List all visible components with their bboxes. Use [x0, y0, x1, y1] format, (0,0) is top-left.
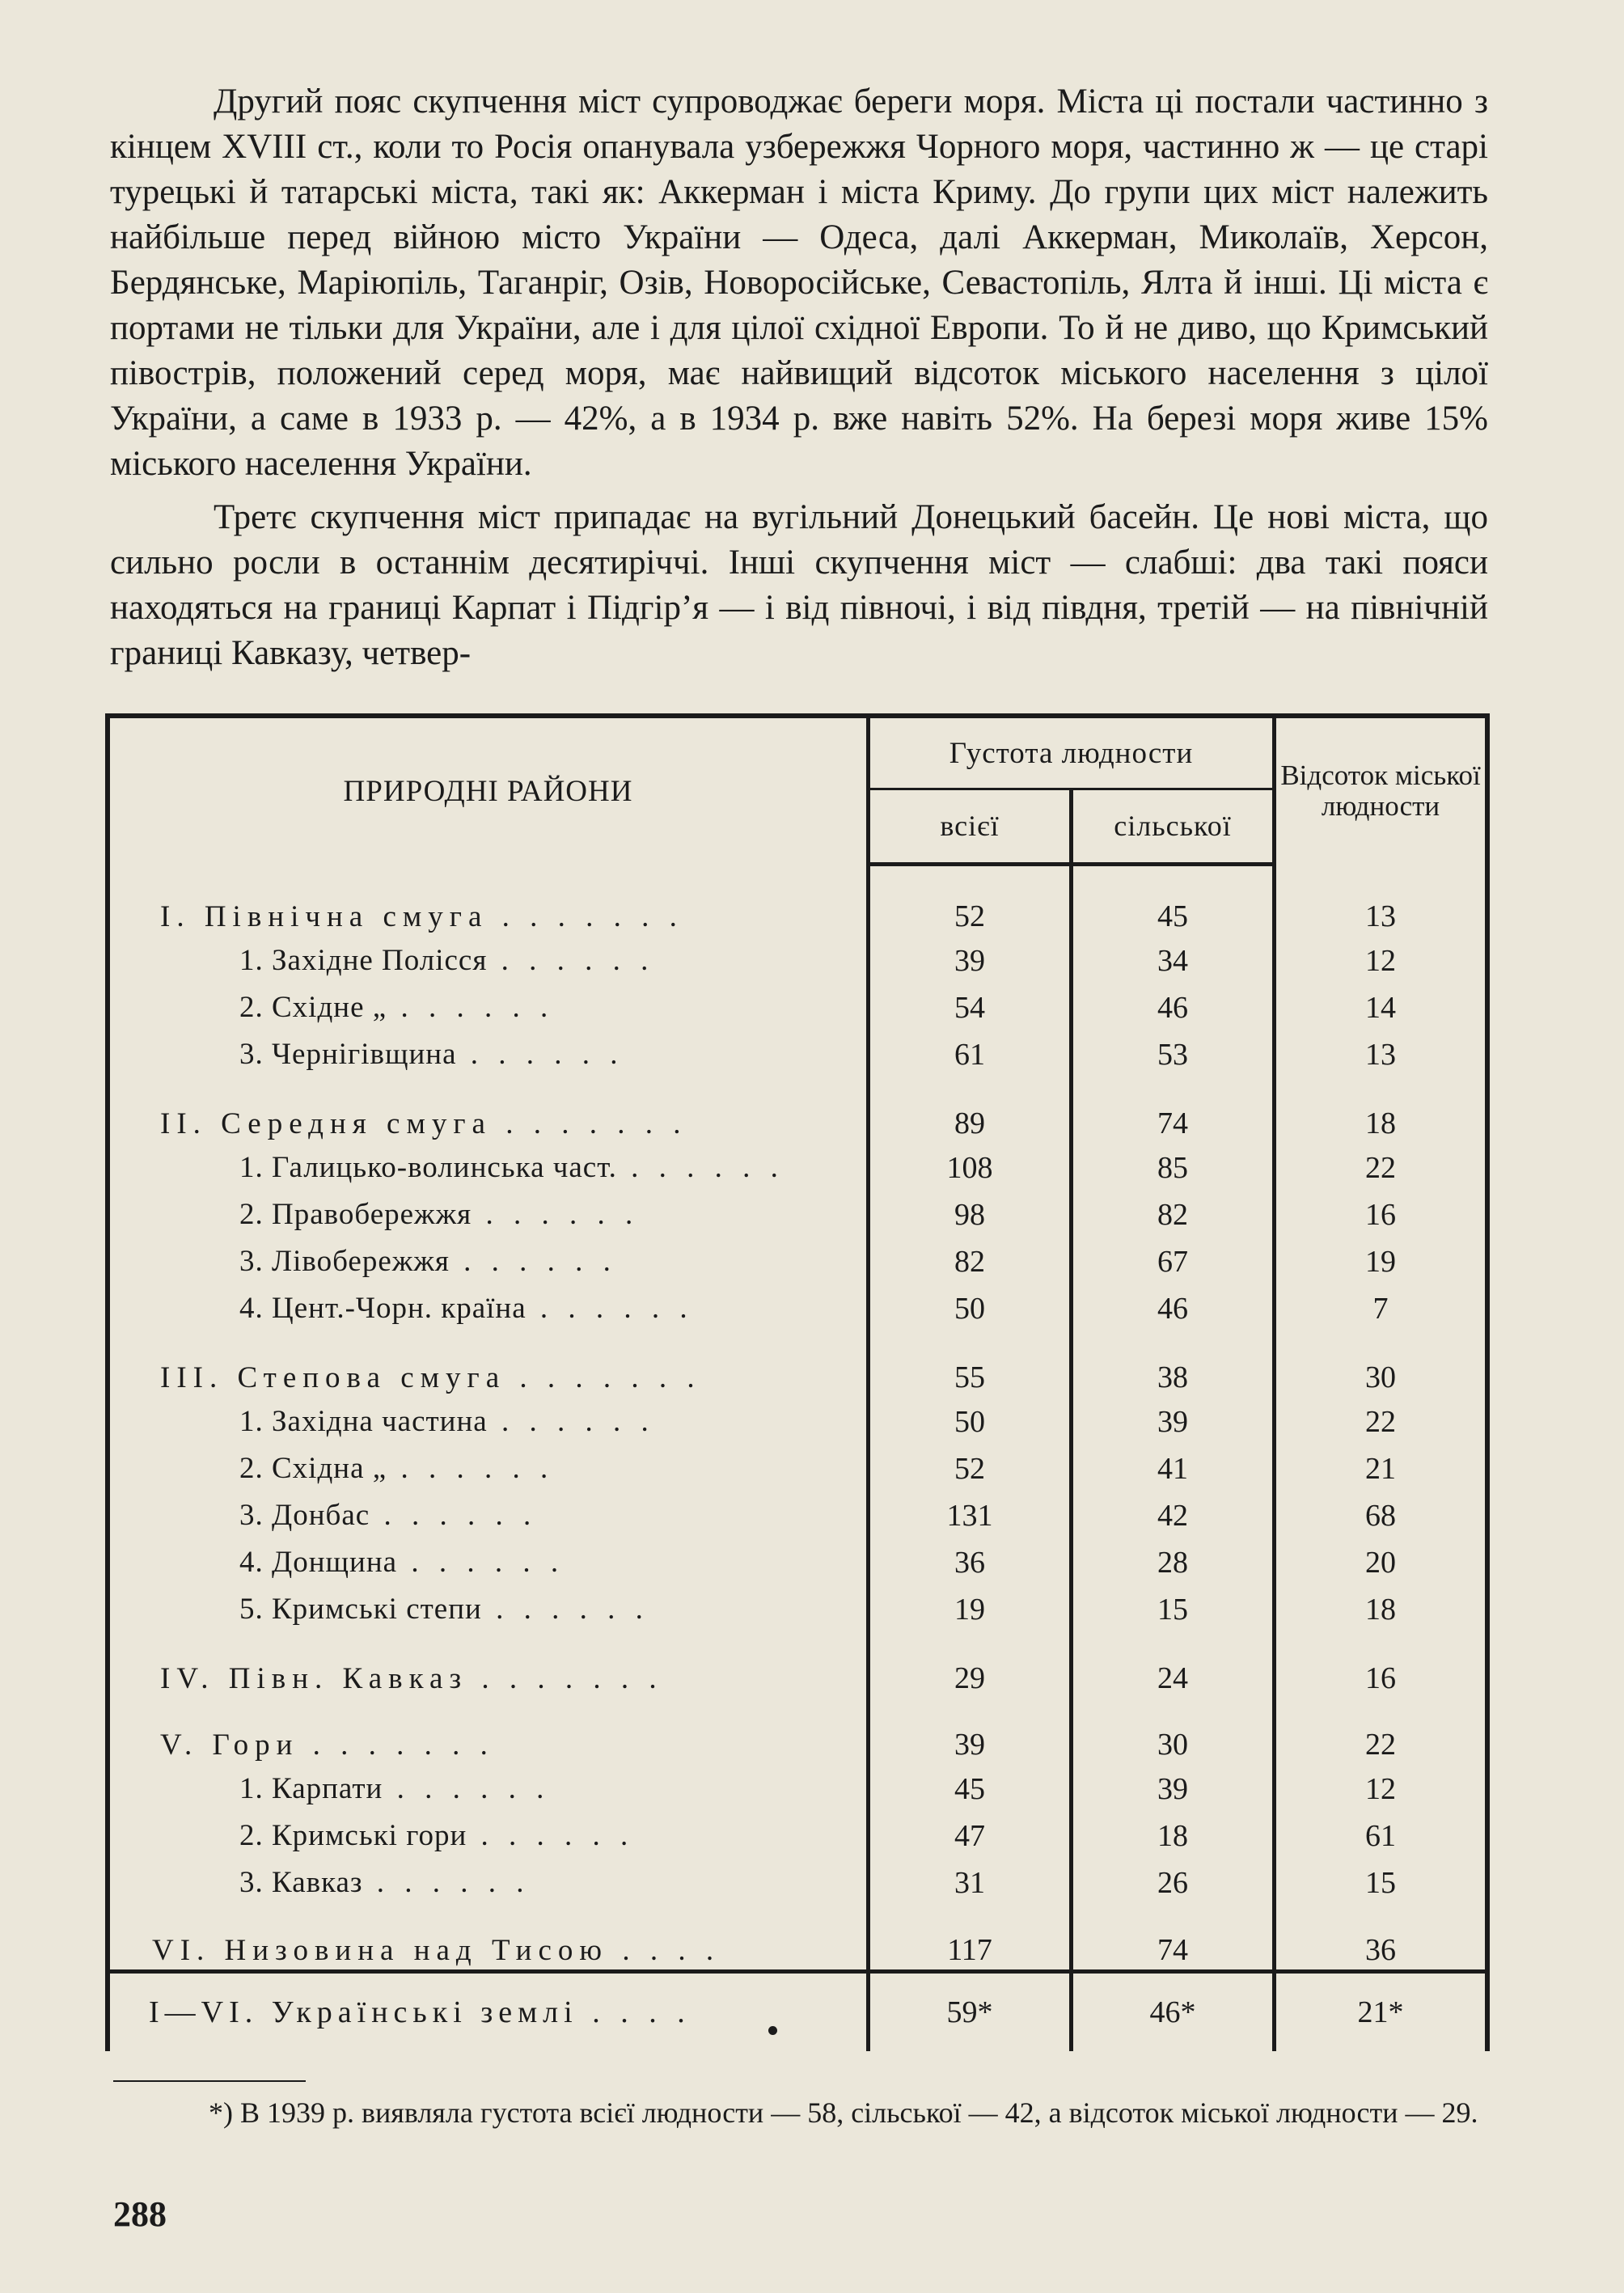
urban-share-cell: 12: [1275, 1766, 1488, 1813]
dot-leader: . . . . . . .: [298, 1728, 494, 1762]
dot-leader: . . . . . . .: [488, 899, 683, 933]
rural-density-cell: 39: [1072, 1766, 1275, 1813]
total-density-cell: 89: [869, 1078, 1072, 1144]
region-label: 1. Карпати: [239, 1772, 383, 1805]
region-label: VI. Низовина над Тисою: [152, 1933, 609, 1967]
total-density-cell: 54: [869, 984, 1072, 1031]
region-name-cell: [108, 1539, 869, 1586]
footnote: *) В 1939 р. виявляла густота всієї людности — 58, сільської — 42, а відсоток міської людности — 29.: [209, 2096, 1478, 2129]
region-label: 4. Цент.-Чорн. країна: [239, 1292, 527, 1325]
header-total-density: всієї: [869, 789, 1072, 864]
region-name-cell: [108, 882, 869, 937]
dot-leader: . . . . . . .: [467, 1661, 663, 1695]
sub-region-row: [108, 1191, 1487, 1238]
group-row: [108, 1699, 1487, 1766]
sub-region-row: [108, 1238, 1487, 1285]
dot-leader: . . . . . .: [481, 1593, 649, 1626]
region-name-cell: [108, 1766, 869, 1813]
sub-region-row: [108, 1586, 1487, 1633]
region-name-cell: [108, 1398, 869, 1445]
urban-share-cell: 20: [1275, 1539, 1488, 1586]
sub-region-row: [108, 1285, 1487, 1332]
rural-density-cell: 53: [1072, 1031, 1275, 1078]
region-name-cell: [108, 1906, 869, 1972]
rural-density-cell: 41: [1072, 1445, 1275, 1492]
region-label: II. Середня смуга: [160, 1106, 492, 1140]
dot-leader: . . . . . .: [487, 944, 655, 977]
region-label: 2. Правобережжя: [239, 1198, 472, 1231]
spacer-row: [108, 864, 1487, 882]
sub-region-row: [108, 1445, 1487, 1492]
urban-share-cell: 19: [1275, 1238, 1488, 1285]
total-density-cell: 52: [869, 882, 1072, 937]
region-label: 1. Західне Полісся: [239, 944, 488, 977]
dot-leader: . . . . . .: [467, 1819, 635, 1852]
region-name-cell: [108, 1971, 869, 2051]
rural-density-cell: 85: [1072, 1144, 1275, 1191]
region-label: 2. Кримські гори: [239, 1819, 467, 1852]
dot-leader: . . . . . .: [616, 1151, 785, 1184]
total-density-cell: 39: [869, 1699, 1072, 1766]
dot-leader: . . . . . .: [383, 1772, 551, 1805]
population-density-table: [105, 713, 1490, 2051]
region-label: 3. Лівобережжя: [239, 1245, 450, 1278]
group-row: [108, 1906, 1487, 1972]
rural-density-cell: 18: [1072, 1813, 1275, 1859]
urban-share-cell: 15: [1275, 1859, 1488, 1906]
region-name-cell: [108, 1859, 869, 1906]
region-name-cell: [108, 1586, 869, 1633]
region-label: 3. Кавказ: [239, 1866, 363, 1899]
group-row: [108, 1332, 1487, 1398]
urban-share-cell: 13: [1275, 882, 1488, 937]
spacer-cell: [1275, 864, 1488, 882]
region-name-cell: [108, 1813, 869, 1859]
total-density-cell: 98: [869, 1191, 1072, 1238]
region-name-cell: [108, 937, 869, 984]
total-density-cell: 131: [869, 1492, 1072, 1539]
total-density-cell: 47: [869, 1813, 1072, 1859]
rural-density-cell: 26: [1072, 1859, 1275, 1906]
region-name-cell: [108, 1078, 869, 1144]
spacer-cell: [869, 864, 1072, 882]
region-label: 2. Східне „: [239, 991, 387, 1024]
rural-density-cell: 28: [1072, 1539, 1275, 1586]
rural-density-cell: 74: [1072, 1906, 1275, 1972]
urban-share-cell: 18: [1275, 1586, 1488, 1633]
rural-density-cell: 45: [1072, 882, 1275, 937]
total-density-cell: 61: [869, 1031, 1072, 1078]
dot-leader: . . . . . .: [472, 1198, 640, 1231]
dot-leader: . . . . . .: [370, 1499, 538, 1532]
total-density-cell: 82: [869, 1238, 1072, 1285]
total-density-cell: 108: [869, 1144, 1072, 1191]
dot-leader: . . . .: [577, 1995, 691, 2029]
stray-dot: [768, 2026, 777, 2035]
urban-share-cell: 21: [1275, 1445, 1488, 1492]
sub-region-row: [108, 1539, 1487, 1586]
spacer-cell: [1072, 864, 1275, 882]
urban-share-cell: 22: [1275, 1398, 1488, 1445]
region-name-cell: [108, 1238, 869, 1285]
urban-share-cell: 30: [1275, 1332, 1488, 1398]
sub-region-row: [108, 1398, 1487, 1445]
region-label: 1. Галицько-волинська част.: [239, 1151, 617, 1184]
rural-density-cell: 46: [1072, 1285, 1275, 1332]
sub-region-row: [108, 1492, 1487, 1539]
dot-leader: . . . . . .: [387, 991, 555, 1024]
region-label: 4. Донщина: [239, 1546, 398, 1579]
region-name-cell: [108, 1445, 869, 1492]
sub-region-row: [108, 1031, 1487, 1078]
region-name-cell: [108, 1285, 869, 1332]
rural-density-cell: 15: [1072, 1586, 1275, 1633]
urban-share-cell: 16: [1275, 1191, 1488, 1238]
paragraph-donbas-cities: Третє скупчення міст припадає на вугільний Донецький басейн. Це нові міста, що сильно росли в останнім десятиріччі. Інші скупчення міст — слабші: два такі пояси находяться на границі Карпат і Підгір’я — і від півночі, і від півдня, третій — на північній границі Кавказу, четвер-: [110, 498, 1488, 672]
dot-leader: . . . . . .: [387, 1452, 555, 1485]
rural-density-cell: 46*: [1072, 1971, 1275, 2051]
urban-share-cell: 22: [1275, 1699, 1488, 1766]
urban-share-cell: 21*: [1275, 1971, 1488, 2051]
total-row: [108, 1971, 1487, 2051]
region-label: III. Степова смуга: [160, 1360, 506, 1394]
dot-leader: . . . . . .: [526, 1292, 694, 1325]
rural-density-cell: 39: [1072, 1398, 1275, 1445]
region-name-cell: [108, 984, 869, 1031]
total-density-cell: 52: [869, 1445, 1072, 1492]
total-density-cell: 39: [869, 937, 1072, 984]
dot-leader: . . . . . .: [456, 1038, 624, 1071]
rural-density-cell: 67: [1072, 1238, 1275, 1285]
rural-density-cell: 24: [1072, 1633, 1275, 1699]
region-label: 3. Донбас: [239, 1499, 370, 1532]
total-density-cell: 19: [869, 1586, 1072, 1633]
urban-share-cell: 12: [1275, 937, 1488, 984]
header-regions: ПРИРОДНІ РАЙОНИ: [108, 716, 869, 864]
region-label: 1. Західна частина: [239, 1405, 488, 1438]
total-density-cell: 59*: [869, 1971, 1072, 2051]
total-density-cell: 117: [869, 1906, 1072, 1972]
page-number: 288: [113, 2194, 167, 2234]
dot-leader: . . . . . .: [362, 1866, 531, 1899]
dot-leader: . . . . . . .: [491, 1106, 687, 1140]
header-urban-share: Відсоток міської людности: [1275, 716, 1488, 864]
region-name-cell: [108, 1144, 869, 1191]
body-text: [110, 79, 1488, 676]
sub-region-row: [108, 937, 1487, 984]
footnote-rule: [113, 2080, 306, 2082]
dot-leader: . . . . . .: [449, 1245, 617, 1278]
paragraph-coastal-cities: Другий пояс скупчення міст супроводжає береги моря. Міста ці постали частинно з кінцем XVIII ст., коли то Росія опанувала узбережжя Чорного моря, частинно ж — це старі турецькі й татарські міста, такі як: Аккерман і міста Криму. До групи цих міст належить найбільше перед війною місто України — Одеса, далі Аккерман, Миколаїв, Херсон, Бердянське, Маріюпіль, Таганріг, Озів, Новоросійське, Севастопіль, Ялта й інші. Ці міста є портами не тільки для України, але і для цілої східної Европи. То й не диво, що Кримський півострів, положений серед моря, має найвищий відсоток міського населення з цілої України, а саме в 1933 р. — 42%, а в 1934 р. вже навіть 52%. На березі моря живе 15% міського населення України.: [110, 82, 1488, 483]
urban-share-cell: 14: [1275, 984, 1488, 1031]
dot-leader: . . . . . .: [397, 1546, 565, 1579]
rural-density-cell: 34: [1072, 937, 1275, 984]
dot-leader: . . . . . . .: [505, 1360, 701, 1394]
sub-region-row: [108, 1144, 1487, 1191]
group-row: [108, 1633, 1487, 1699]
total-density-cell: 29: [869, 1633, 1072, 1699]
urban-share-cell: 22: [1275, 1144, 1488, 1191]
urban-share-cell: 68: [1275, 1492, 1488, 1539]
sub-region-row: [108, 1859, 1487, 1906]
rural-density-cell: 46: [1072, 984, 1275, 1031]
rural-density-cell: 74: [1072, 1078, 1275, 1144]
region-label: I. Північна смуга: [160, 899, 488, 933]
total-density-cell: 31: [869, 1859, 1072, 1906]
total-density-cell: 50: [869, 1398, 1072, 1445]
sub-region-row: [108, 1813, 1487, 1859]
region-name-cell: [108, 1633, 869, 1699]
region-label: 2. Східна „: [239, 1452, 387, 1485]
group-row: [108, 882, 1487, 937]
region-label: 3. Чернігівщина: [239, 1038, 457, 1071]
region-label: IV. Півн. Кавказ: [160, 1661, 468, 1695]
total-density-cell: 55: [869, 1332, 1072, 1398]
region-name-cell: [108, 1191, 869, 1238]
dot-leader: . . . .: [608, 1933, 721, 1967]
urban-share-cell: 7: [1275, 1285, 1488, 1332]
urban-share-cell: 13: [1275, 1031, 1488, 1078]
rural-density-cell: 42: [1072, 1492, 1275, 1539]
total-density-cell: 36: [869, 1539, 1072, 1586]
total-density-cell: 45: [869, 1766, 1072, 1813]
rural-density-cell: 30: [1072, 1699, 1275, 1766]
rural-density-cell: 82: [1072, 1191, 1275, 1238]
region-name-cell: [108, 1031, 869, 1078]
total-density-cell: 50: [869, 1285, 1072, 1332]
table-body: [108, 864, 1487, 2051]
region-label: I—VI. Українські землі: [149, 1995, 578, 2029]
dot-leader: . . . . . .: [487, 1405, 655, 1438]
region-label: V. Гори: [160, 1728, 299, 1762]
urban-share-cell: 61: [1275, 1813, 1488, 1859]
region-name-cell: [108, 1492, 869, 1539]
group-row: [108, 1078, 1487, 1144]
urban-share-cell: 36: [1275, 1906, 1488, 1972]
region-label: 5. Кримські степи: [239, 1593, 482, 1626]
sub-region-row: [108, 984, 1487, 1031]
spacer-cell: [108, 864, 869, 882]
urban-share-cell: 16: [1275, 1633, 1488, 1699]
region-name-cell: [108, 1332, 869, 1398]
sub-region-row: [108, 1766, 1487, 1813]
rural-density-cell: 38: [1072, 1332, 1275, 1398]
header-rural-density: сільської: [1072, 789, 1275, 864]
urban-share-cell: 18: [1275, 1078, 1488, 1144]
region-name-cell: [108, 1699, 869, 1766]
header-population-density: Густота людности: [869, 716, 1275, 789]
